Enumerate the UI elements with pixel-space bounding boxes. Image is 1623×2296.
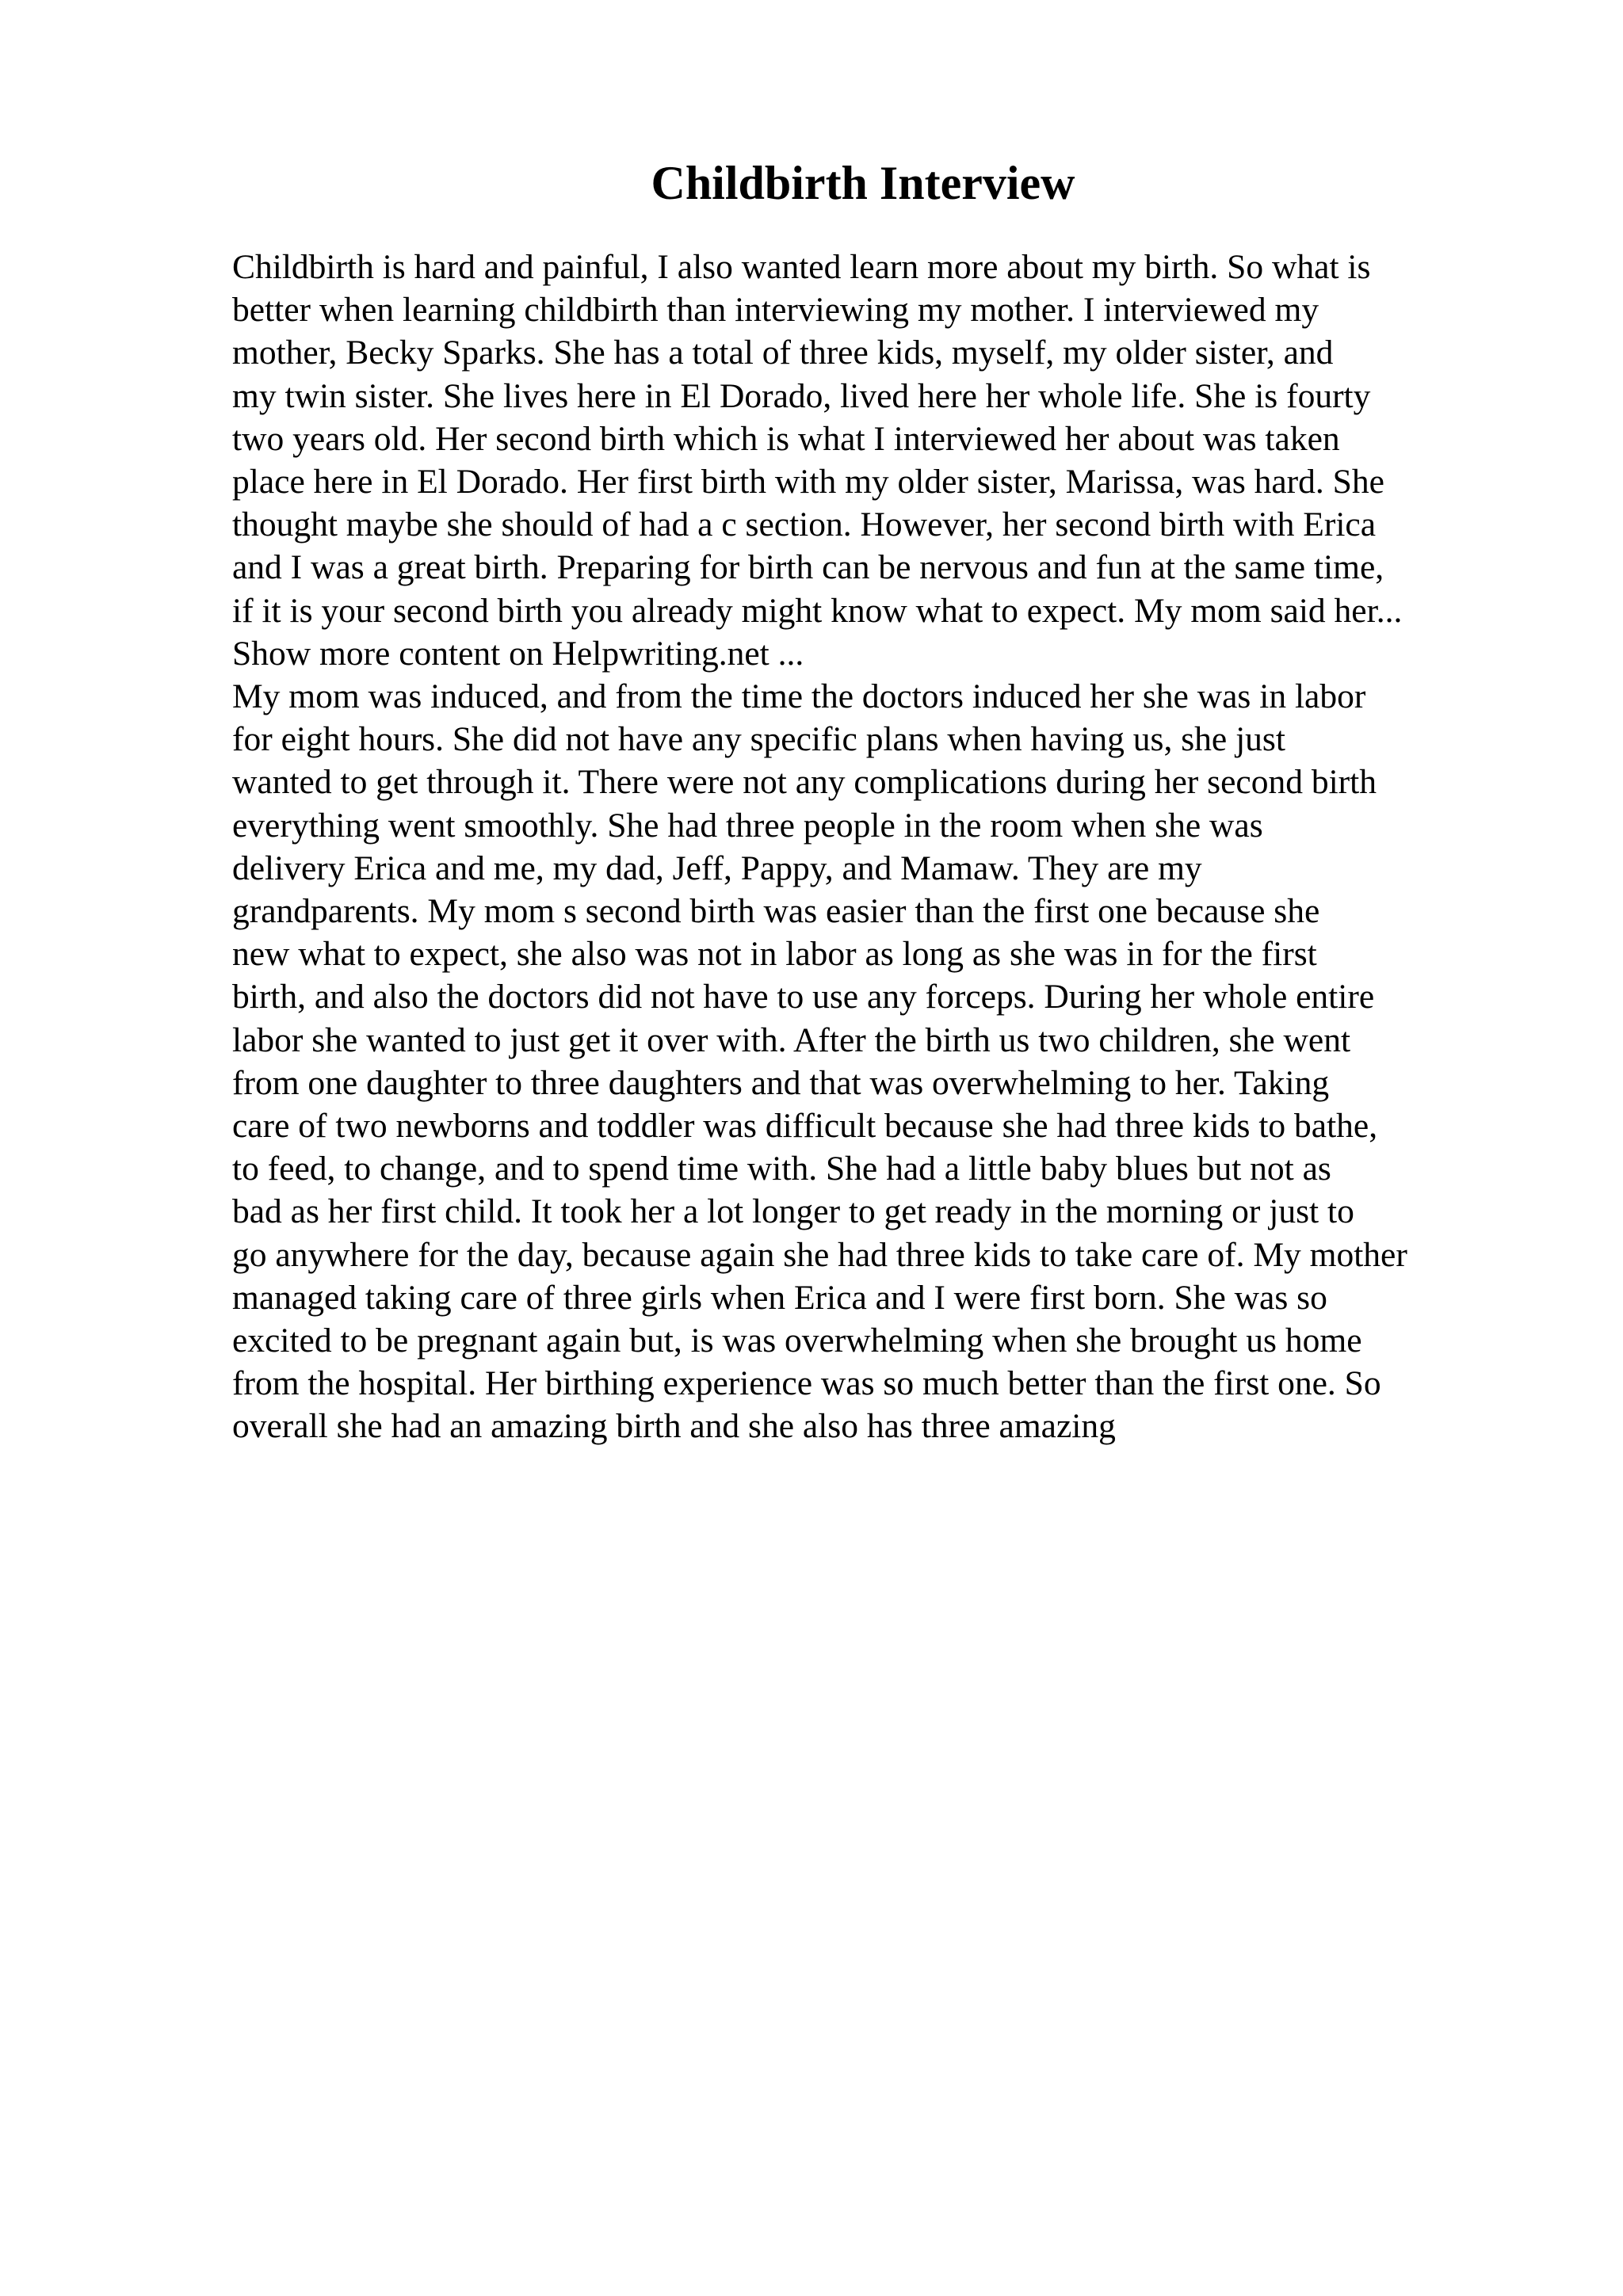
body-line: Childbirth is hard and painful, I also wanted learn more about my birth. So what is <box>232 248 1371 286</box>
body-line: new what to expect, she also was not in labor as long as she was in for the first <box>232 935 1317 974</box>
body-line: birth, and also the doctors did not have to use any forceps. During her whole entire <box>232 978 1375 1016</box>
body-line: to feed, to change, and to spend time with. She had a little baby blues but not as <box>232 1150 1331 1188</box>
body-line: delivery Erica and me, my dad, Jeff, Pappy, and Mamaw. They are my <box>232 849 1202 887</box>
document-title: Childbirth Interview <box>651 157 1075 209</box>
body-line: excited to be pregnant again but, is was overwhelming when she brought us home <box>232 1322 1362 1360</box>
body-line: better when learning childbirth than interviewing my mother. I interviewed my <box>232 291 1319 330</box>
body-line: if it is your second birth you already might know what to expect. My mom said her... <box>232 591 1403 630</box>
body-line: mother, Becky Sparks. She has a total of three kids, myself, my older sister, and <box>232 334 1334 372</box>
body-line: managed taking care of three girls when Erica and I were first born. She was so <box>232 1278 1327 1317</box>
body-line: from the hospital. Her birthing experience was so much better than the first one. So <box>232 1364 1381 1403</box>
show-more-link[interactable]: Show more content on Helpwriting.net ... <box>232 634 804 673</box>
body-line: overall she had an amazing birth and she also has three amazing <box>232 1407 1116 1446</box>
body-line: bad as her first child. It took her a lot longer to get ready in the morning or just to <box>232 1192 1354 1231</box>
body-line: two years old. Her second birth which is what I interviewed her about was taken <box>232 419 1340 458</box>
body-line: and I was a great birth. Preparing for birth can be nervous and fun at the same time, <box>232 548 1384 587</box>
body-line: for eight hours. She did not have any specific plans when having us, she just <box>232 720 1285 759</box>
body-line: go anywhere for the day, because again she had three kids to take care of. My mother <box>232 1235 1407 1274</box>
body-line: place here in El Dorado. Her first birth with my older sister, Marissa, was hard. She <box>232 463 1384 502</box>
body-line: my twin sister. She lives here in El Dorado, lived here her whole life. She is fourty <box>232 376 1371 415</box>
body-line: wanted to get through it. There were not any complications during her second birth <box>232 763 1377 802</box>
body-line: everything went smoothly. She had three people in the room when she was <box>232 806 1263 845</box>
body-line: care of two newborns and toddler was difficult because she had three kids to bathe, <box>232 1107 1378 1146</box>
body-line: thought maybe she should of had a c section. However, her second birth with Erica <box>232 505 1377 544</box>
body-line: labor she wanted to just get it over with. After the birth us two children, she went <box>232 1020 1351 1059</box>
body-line: My mom was induced, and from the time the doctors induced her she was in labor <box>232 677 1366 716</box>
body-line: grandparents. My mom s second birth was easier than the first one because she <box>232 892 1320 931</box>
document-body <box>232 246 1595 1448</box>
body-line: from one daughter to three daughters and that was overwhelming to her. Taking <box>232 1063 1330 1102</box>
